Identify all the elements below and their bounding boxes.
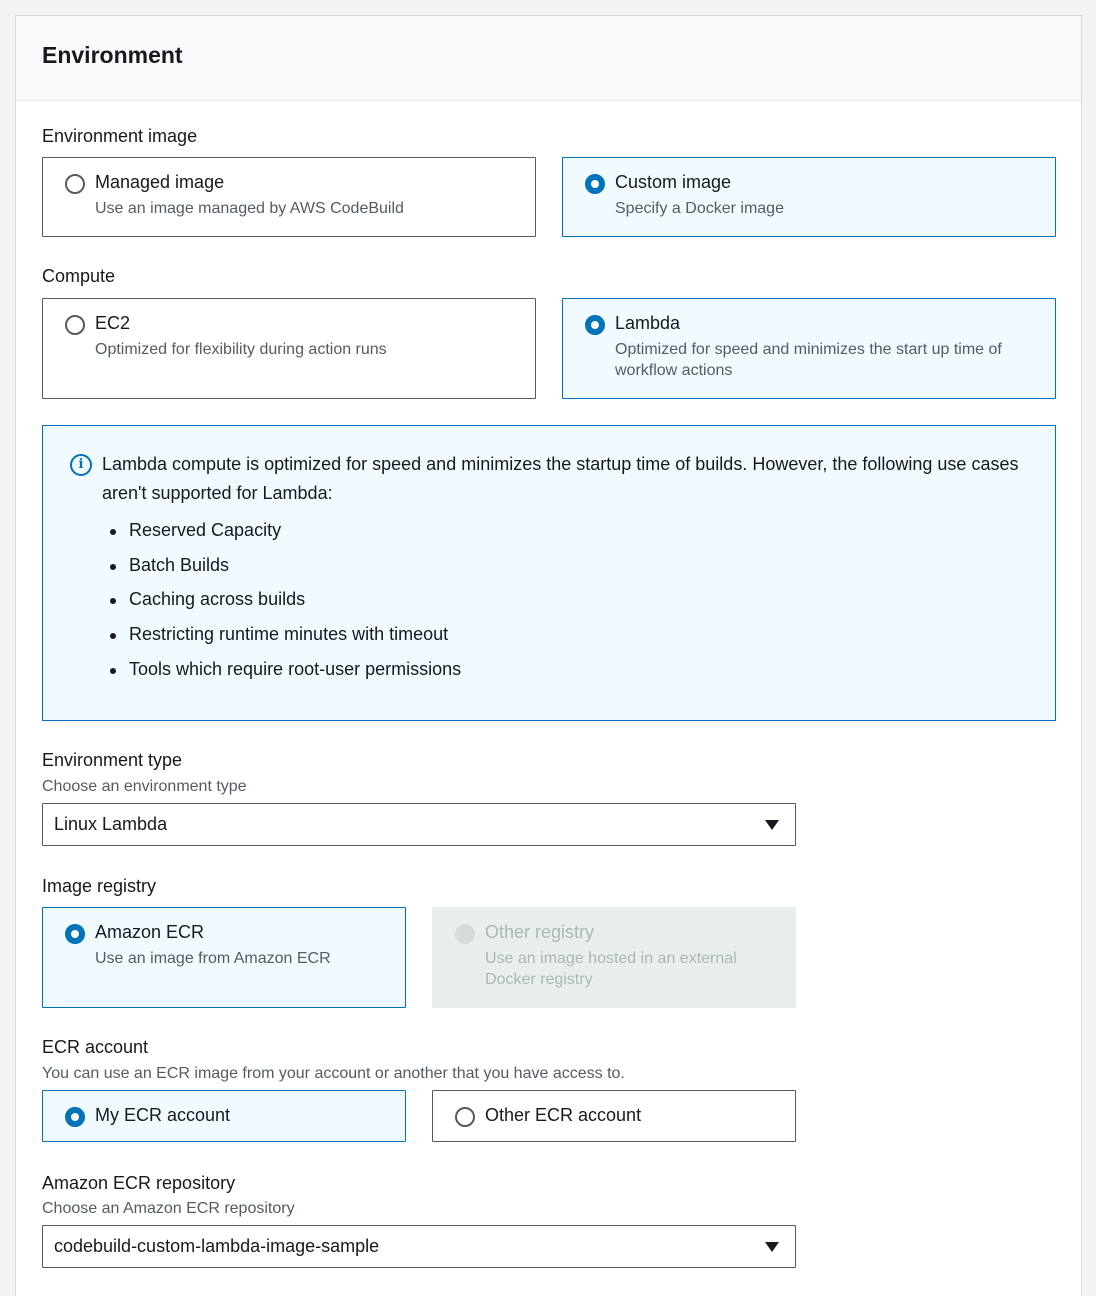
- ec2-option[interactable]: [42, 298, 536, 399]
- environment-image-label: Environment image: [42, 126, 198, 146]
- amazon-ecr-option[interactable]: [42, 907, 406, 1008]
- environment-type-label: Environment type: [42, 750, 183, 770]
- option-description: Use an image managed by AWS CodeBuild: [95, 200, 404, 217]
- panel-header: [16, 16, 1081, 101]
- compute-label: Compute: [42, 266, 116, 286]
- my-ecr-account-option[interactable]: [42, 1090, 406, 1142]
- environment-panel: [15, 15, 1082, 1296]
- option-title: Other registry: [485, 922, 595, 942]
- option-title: Amazon ECR: [95, 922, 205, 942]
- environment-type-description: Choose an environment type: [42, 778, 247, 795]
- option-title: My ECR account: [95, 1105, 231, 1125]
- radio-unchecked-icon[interactable]: [65, 174, 85, 194]
- radio-checked-icon[interactable]: [585, 174, 605, 194]
- option-description: Use an image hosted in an external Docker registry: [485, 950, 737, 988]
- ecr-repository-select[interactable]: [42, 1225, 796, 1268]
- list-item: Restricting runtime minutes with timeout: [129, 624, 461, 659]
- option-title: Other ECR account: [485, 1105, 642, 1125]
- radio-disabled-icon: [455, 924, 475, 944]
- list-item: Reserved Capacity: [129, 520, 461, 555]
- ecr-account-label: ECR account: [42, 1037, 149, 1057]
- option-description: Use an image from Amazon ECR: [95, 950, 331, 967]
- info-icon: i: [70, 454, 92, 476]
- radio-checked-icon[interactable]: [65, 924, 85, 944]
- image-registry-label: Image registry: [42, 876, 157, 896]
- select-value: codebuild-custom-lambda-image-sample: [54, 1236, 380, 1256]
- radio-unchecked-icon[interactable]: [455, 1107, 475, 1127]
- ecr-repository-description: Choose an Amazon ECR repository: [42, 1200, 295, 1217]
- select-value: Linux Lambda: [54, 814, 168, 834]
- caret-down-icon: [765, 1242, 779, 1252]
- option-title: Managed image: [95, 172, 225, 192]
- option-description: Specify a Docker image: [615, 200, 784, 217]
- environment-type-select[interactable]: [42, 803, 796, 846]
- unsupported-list: [129, 520, 461, 693]
- list-item: Tools which require root-user permissions: [129, 659, 461, 694]
- option-title: Lambda: [615, 313, 681, 333]
- custom-image-option[interactable]: [562, 157, 1056, 237]
- lambda-info-alert: [42, 425, 1056, 721]
- other-ecr-account-option[interactable]: [432, 1090, 796, 1142]
- lambda-option[interactable]: [562, 298, 1056, 399]
- managed-image-option[interactable]: [42, 157, 536, 237]
- ecr-repository-label: Amazon ECR repository: [42, 1173, 236, 1193]
- other-registry-option: [432, 907, 796, 1008]
- option-title: EC2: [95, 313, 131, 333]
- radio-unchecked-icon[interactable]: [65, 315, 85, 335]
- info-text: Lambda compute is optimized for speed and minimizes the startup time of builds. However, the following use cases aren't supported for Lambda:: [102, 454, 1019, 503]
- radio-checked-icon[interactable]: [585, 315, 605, 335]
- panel-title: Environment: [42, 42, 183, 68]
- list-item: Batch Builds: [129, 555, 461, 590]
- caret-down-icon: [765, 820, 779, 830]
- ecr-account-description: You can use an ECR image from your account or another that you have access to.: [42, 1065, 625, 1082]
- option-description: Optimized for speed and minimizes the start up time of workflow actions: [615, 341, 1002, 379]
- list-item: Caching across builds: [129, 589, 461, 624]
- radio-checked-icon[interactable]: [65, 1107, 85, 1127]
- option-title: Custom image: [615, 172, 732, 192]
- option-description: Optimized for flexibility during action runs: [95, 341, 387, 358]
